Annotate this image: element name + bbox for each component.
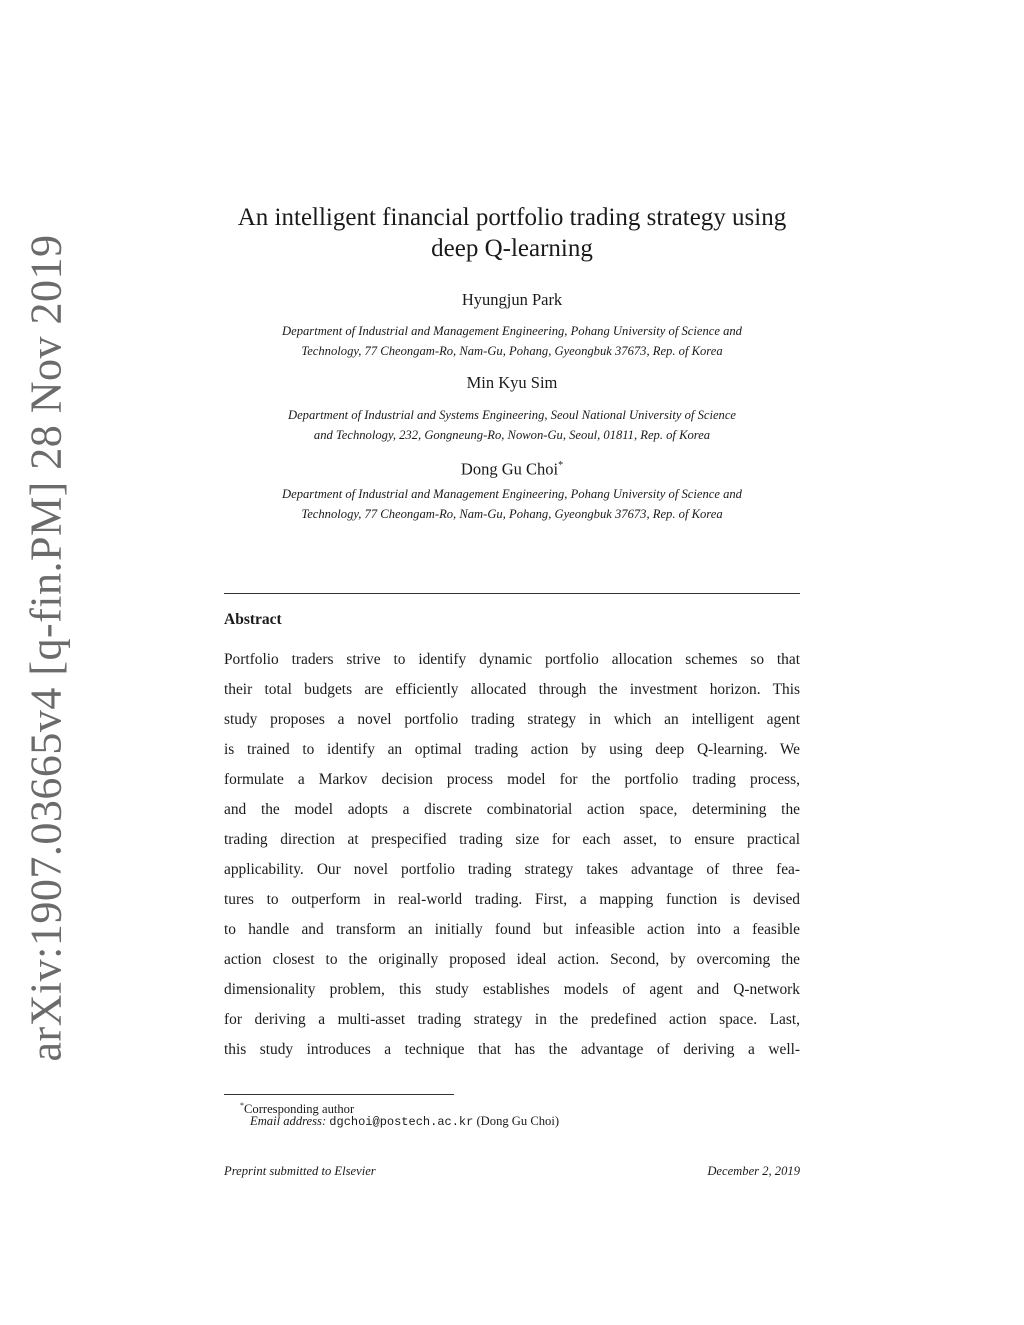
author-2 bbox=[224, 373, 800, 393]
author-3 bbox=[224, 456, 800, 480]
abstract-line: this study introduces a technique that has the advantage of deriving a well- bbox=[224, 1041, 800, 1058]
paper-title bbox=[224, 202, 800, 264]
affiliation-line: Department of Industrial and Systems Engineering, Seoul National University of Science bbox=[287, 408, 737, 422]
author-1 bbox=[224, 290, 800, 310]
abstract-heading: Abstract bbox=[224, 611, 282, 628]
abstract-line: applicability. Our novel portfolio trading strategy takes advantage of three fea- bbox=[224, 861, 800, 878]
abstract-body bbox=[224, 648, 800, 1068]
abstract-line: dimensionality problem, this study establishes models of agent and Q-network bbox=[224, 981, 800, 998]
affiliation-2 bbox=[214, 405, 810, 445]
abstract-top-rule bbox=[224, 593, 800, 594]
abstract-line: to handle and transform an initially found but infeasible action into a feasible bbox=[224, 921, 800, 938]
author-name: Min Kyu Sim bbox=[466, 373, 558, 392]
abstract-line: formulate a Markov decision process model for the portfolio trading process, bbox=[224, 771, 800, 788]
abstract-line: action closest to the originally proposed ideal action. Second, by overcoming the bbox=[224, 951, 800, 968]
abstract-line: tures to outperform in real-world trading. First, a mapping function is devised bbox=[224, 891, 800, 908]
email-owner: (Dong Gu Choi) bbox=[476, 1114, 560, 1128]
title-line-2: deep Q-learning bbox=[431, 235, 593, 262]
arxiv-stamp: arXiv:1907.03665v4 [q-fin.PM] 28 Nov 2019 bbox=[21, 234, 71, 1062]
author-name: Dong Gu Choi bbox=[460, 459, 559, 479]
abstract-line: for deriving a multi-asset trading strategy in the predefined action space. Last, bbox=[224, 1011, 800, 1028]
abstract-line: their total budgets are efficiently allocated through the investment horizon. This bbox=[224, 681, 800, 698]
corresponding-author-text: Corresponding author bbox=[244, 1102, 355, 1117]
arxiv-sidebar bbox=[0, 0, 110, 1325]
footnote-mark: * bbox=[240, 1101, 244, 1110]
abstract-line: Portfolio traders strive to identify dynamic portfolio allocation schemes so that bbox=[224, 651, 800, 668]
affiliation-line: Technology, 77 Cheongam-Ro, Nam-Gu, Pohang, Gyeongbuk 37673, Rep. of Korea bbox=[301, 507, 723, 521]
abstract-line: is trained to identify an optimal trading action by using deep Q-learning. We bbox=[224, 741, 800, 758]
affiliation-3 bbox=[214, 484, 810, 524]
title-line-1: An intelligent financial portfolio trading strategy using bbox=[237, 204, 787, 231]
preprint-note: Preprint submitted to Elsevier bbox=[224, 1164, 376, 1178]
email-address-link[interactable]: dgchoi@postech.ac.kr bbox=[329, 1115, 474, 1129]
affiliation-line: Technology, 77 Cheongam-Ro, Nam-Gu, Pohang, Gyeongbuk 37673, Rep. of Korea bbox=[301, 344, 723, 358]
affiliation-1 bbox=[214, 321, 810, 361]
author-name: Hyungjun Park bbox=[461, 290, 563, 309]
email-label: Email address: bbox=[250, 1114, 327, 1128]
footnote-email bbox=[250, 1113, 559, 1131]
abstract-line: and the model adopts a discrete combinatorial action space, determining the bbox=[224, 801, 800, 818]
footnote-rule bbox=[224, 1094, 454, 1095]
affiliation-line: Department of Industrial and Management Engineering, Pohang University of Science and bbox=[282, 324, 742, 338]
abstract-line: study proposes a novel portfolio trading strategy in which an intelligent agent bbox=[224, 711, 800, 728]
corresponding-mark: * bbox=[558, 460, 564, 471]
affiliation-line: Department of Industrial and Management Engineering, Pohang University of Science and bbox=[282, 487, 742, 501]
abstract-line: trading direction at prespecified trading size for each asset, to ensure practical bbox=[224, 831, 800, 848]
preprint-date: December 2, 2019 bbox=[707, 1164, 800, 1178]
affiliation-line: and Technology, 232, Gongneung-Ro, Nowon-Gu, Seoul, 01811, Rep. of Korea bbox=[313, 428, 711, 442]
